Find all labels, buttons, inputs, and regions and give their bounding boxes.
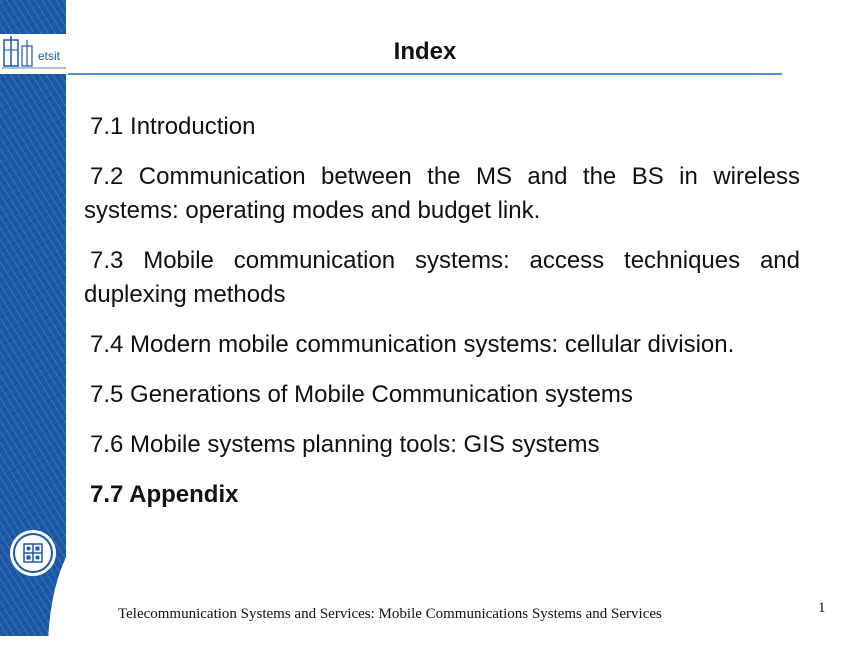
etsit-logo-icon: [0, 34, 68, 74]
title-divider: [68, 73, 782, 75]
slide-title: Index: [393, 38, 457, 65]
index-item-7-1: 7.1 Introduction: [90, 113, 256, 140]
index-item-7-3: 7.3 Mobile communication systems: access techniques and duplexing methods: [84, 247, 800, 308]
index-item-7-6: 7.6 Mobile systems planning tools: GIS systems: [90, 431, 600, 458]
svg-text:etsit: etsit: [38, 49, 61, 63]
index-item-7-5: 7.5 Generations of Mobile Communication systems: [90, 381, 633, 408]
university-seal-icon: [8, 528, 58, 578]
page-number: 1: [818, 600, 826, 616]
index-item-7-4: 7.4 Modern mobile communication systems: cellular division.: [90, 331, 735, 358]
index-item-7-7: 7.7 Appendix: [90, 481, 239, 508]
slide-footer: Telecommunication Systems and Services: Mobile Communications Systems and Services: [118, 606, 662, 622]
index-item-7-2: 7.2 Communication between the MS and the BS in wireless systems: operating modes and budget link.: [84, 163, 800, 224]
index-list: [84, 110, 800, 528]
